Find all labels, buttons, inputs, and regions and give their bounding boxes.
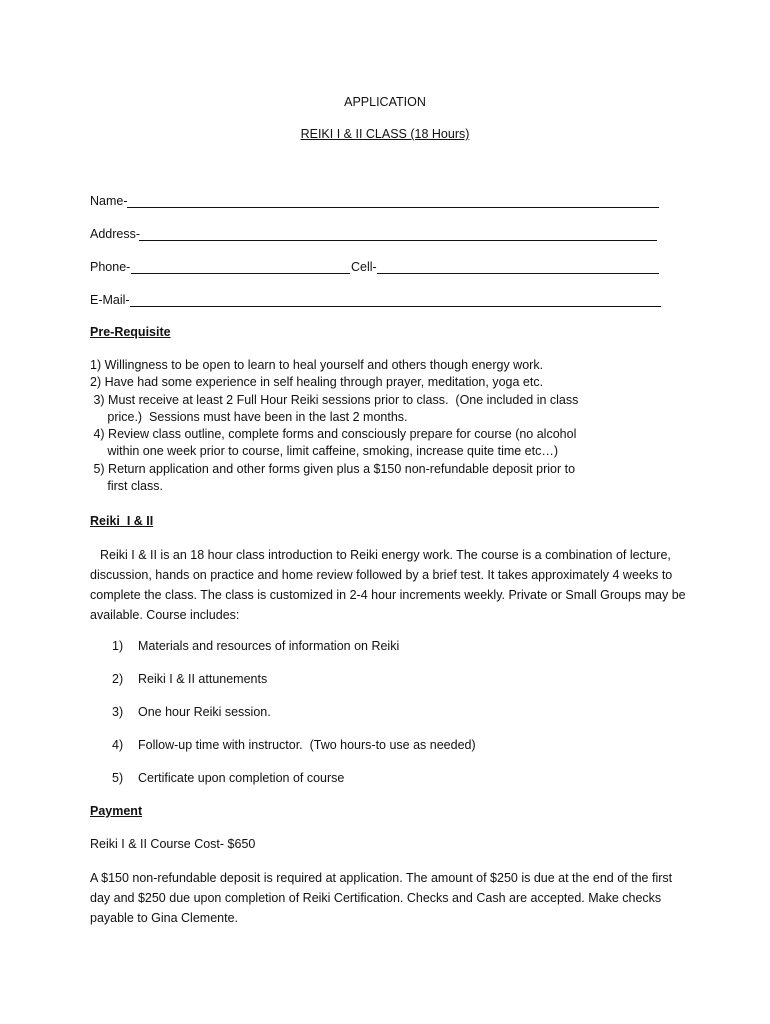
prereq-line: 2) Have had some experience in self healing through prayer, meditation, yoga etc. (90, 375, 544, 390)
list-item (112, 639, 399, 653)
payment-heading: Payment (90, 804, 143, 818)
list-item-number: 1) (112, 639, 124, 653)
email-line[interactable] (130, 306, 661, 307)
prereq-line: 5) Return application and other forms given plus a $150 non-refundable deposit prior to (90, 461, 576, 476)
phone-line[interactable] (131, 273, 350, 274)
prereq-line: first class. (90, 479, 163, 494)
name-line[interactable] (127, 207, 659, 208)
list-item-text: Follow-up time with instructor. (Two hours-to use as needed) (138, 738, 476, 752)
list-item (112, 771, 344, 785)
list-item-text: One hour Reiki session. (138, 705, 271, 719)
prereq-line: 3) Must receive at least 2 Full Hour Reiki sessions prior to class. (One included in class (90, 392, 579, 407)
phone-label: Phone- (90, 260, 131, 274)
list-item (112, 705, 271, 719)
prereq-line: 1) Willingness to be open to learn to heal yourself and others though energy work. (90, 358, 544, 372)
prereq-line: within one week prior to course, limit caffeine, smoking, increase quite time etc…) (90, 444, 559, 459)
reiki-heading: Reiki I & II (90, 514, 154, 528)
list-item-number: 2) (112, 672, 124, 686)
list-item-number: 5) (112, 771, 124, 785)
payment-description: A $150 non-refundable deposit is required at application. The amount of $250 is due at the end of the first day and $250 due upon completion of Reiki Certification. Checks and Cash are accepted. Make checks payable to Gina Clemente. (90, 871, 673, 925)
cell-label: Cell- (351, 260, 377, 274)
list-item-text: Materials and resources of information on Reiki (138, 639, 400, 653)
prereq-line: 4) Review class outline, complete forms and consciously prepare for course (no alcohol (90, 427, 577, 442)
prereq-heading: Pre-Requisite (90, 325, 171, 339)
reiki-description: Reiki I & II is an 18 hour class introduction to Reiki energy work. The course is a combination of lecture, discussion, hands on practice and home review followed by a brief test. It takes approximately 4 weeks to complete the class. The class is customized in 2-4 hour increments weekly. Private or Small Groups may be available. Course includes: (90, 548, 686, 622)
list-item-text: Reiki I & II attunements (138, 672, 268, 686)
prereq-line: price.) Sessions must have been in the last 2 months. (90, 409, 408, 424)
document-title: APPLICATION (344, 95, 426, 109)
cell-line[interactable] (377, 273, 659, 274)
list-item-number: 3) (112, 705, 124, 719)
list-item-text: Certificate upon completion of course (138, 771, 345, 785)
prereq-list (90, 357, 578, 495)
email-label: E-Mail- (90, 293, 130, 307)
name-label: Name- (90, 194, 128, 208)
list-item (112, 738, 476, 752)
list-item (112, 672, 267, 686)
address-label: Address- (90, 227, 141, 241)
address-line[interactable] (139, 240, 657, 241)
document-subtitle: REIKI I & II CLASS (18 Hours) (300, 127, 470, 141)
list-item-number: 4) (112, 738, 124, 752)
course-cost: Reiki I & II Course Cost- $650 (90, 837, 256, 851)
